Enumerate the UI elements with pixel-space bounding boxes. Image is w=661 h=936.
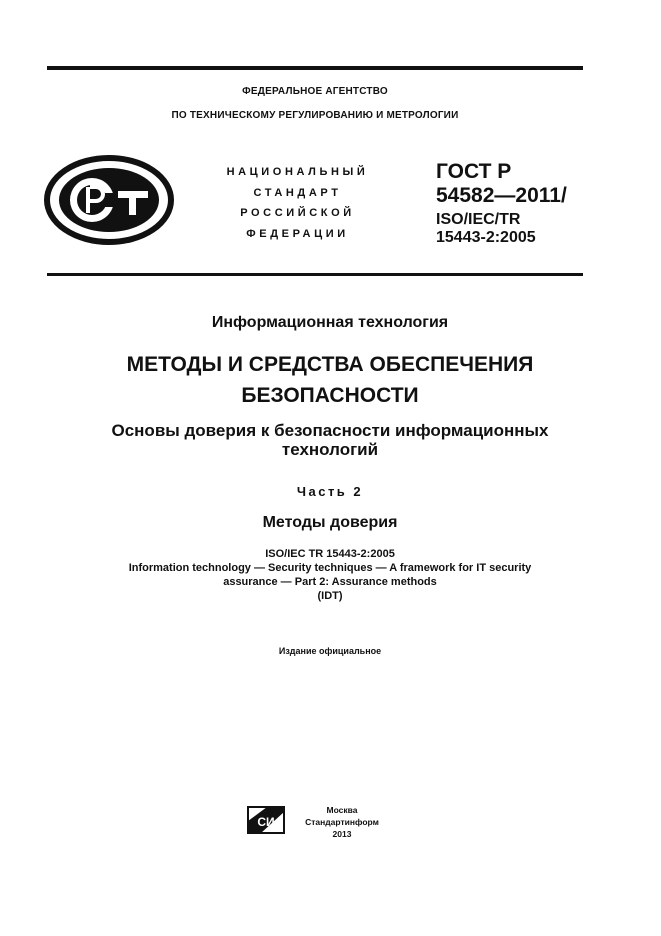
middle-rule — [47, 273, 583, 276]
national-standard-line: СТАНДАРТ — [253, 187, 342, 199]
national-standard-line: РОССИЙСКОЙ — [240, 207, 355, 219]
international-reference: ISO/IEC TR 15443-2:2005 — [265, 548, 395, 560]
publisher-city: Москва — [326, 805, 358, 815]
subtitle-line-1: Основы доверия к безопасности информационных — [111, 421, 549, 440]
publisher-year: 2013 — [332, 829, 352, 839]
svg-text:СИ: СИ — [257, 815, 275, 829]
designation-line-2: 54582—2011/ — [436, 184, 567, 207]
designation-line-4: 15443-2:2005 — [436, 229, 536, 246]
international-title-line-2: assurance — Part 2: Assurance methods — [223, 576, 437, 588]
main-title-line-2: БЕЗОПАСНОСТИ — [241, 384, 419, 407]
national-standard-line: ФЕДЕРАЦИИ — [246, 228, 349, 240]
part-number: Часть 2 — [296, 484, 364, 499]
gost-r-certification-logo-icon — [44, 155, 174, 245]
designation-line-3: ISO/IEC/TR — [436, 211, 521, 228]
publisher-name: Стандартинформ — [305, 817, 379, 827]
agency-line-2: ПО ТЕХНИЧЕСКОМУ РЕГУЛИРОВАНИЮ И МЕТРОЛОГИИ — [171, 110, 459, 121]
standartinform-logo-icon — [247, 806, 285, 834]
edition-note: Издание официальное — [278, 646, 382, 656]
part-title: Методы доверия — [262, 514, 398, 531]
main-title-line-1: МЕТОДЫ И СРЕДСТВА ОБЕСПЕЧЕНИЯ — [126, 353, 534, 376]
national-standard-line: НАЦИОНАЛЬНЫЙ — [226, 166, 369, 178]
international-title-line-1: Information technology — Security techniques — A framework for IT security — [128, 562, 532, 574]
subtitle-line-2: технологий — [281, 440, 379, 459]
agency-line-1: ФЕДЕРАЛЬНОЕ АГЕНТСТВО — [242, 86, 388, 97]
designation-line-1: ГОСТ Р — [436, 160, 512, 183]
identity-degree: (IDT) — [317, 590, 343, 602]
topic-title: Информационная технология — [211, 314, 449, 331]
top-rule — [47, 66, 583, 70]
